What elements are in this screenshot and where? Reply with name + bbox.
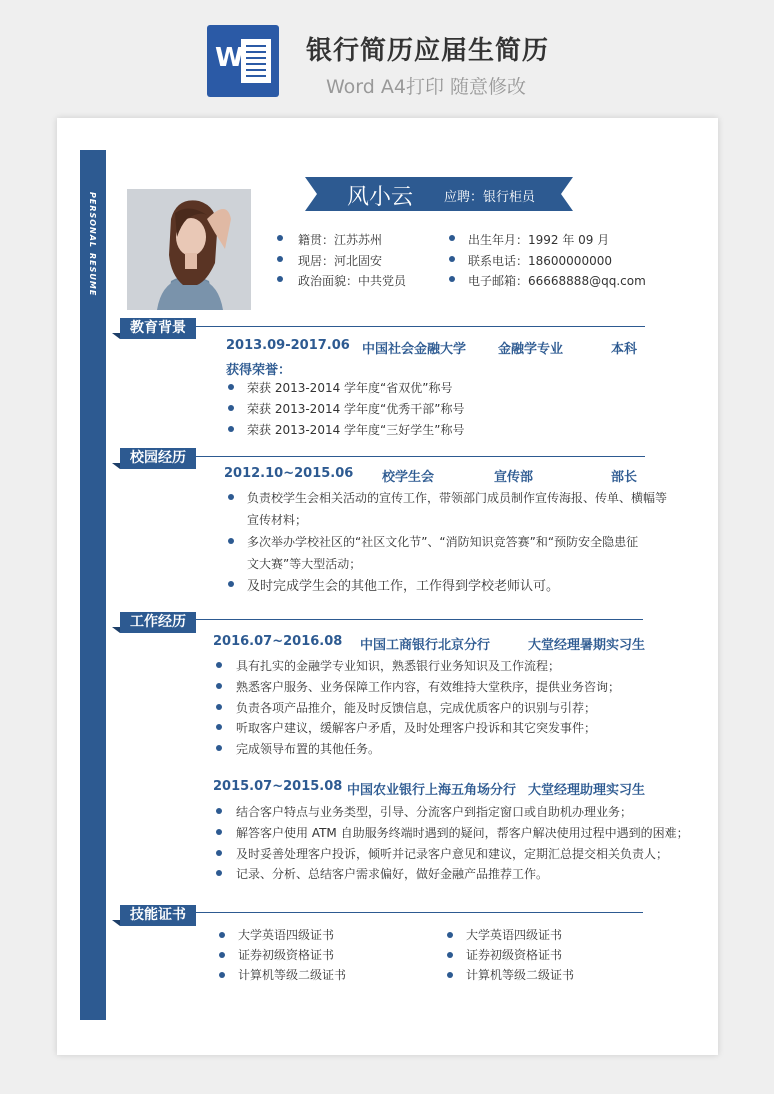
section-education-title: 教育背景 [120, 318, 196, 339]
bullet-icon [449, 276, 455, 282]
skill-item: 证券初级资格证书 [238, 948, 335, 962]
skill-item: 证券初级资格证书 [466, 948, 563, 962]
skill-item: 大学英语四级证书 [466, 928, 563, 942]
job-item: 结合客户特点与业务类型，引导、分流客户到指定窗口或自助机办理业务； [236, 805, 633, 819]
bullet-icon [228, 405, 234, 411]
info-email: 电子邮箱：66668888@qq.com [468, 274, 646, 288]
edu-major: 金融学专业 [498, 342, 564, 357]
job-date: 2016.07~2016.08 [213, 634, 343, 649]
bullet-icon [216, 808, 222, 814]
edu-honor: 荣获 2013-2014 学年度“省双优”称号 [247, 381, 453, 395]
bullet-icon [228, 538, 234, 544]
skill-item: 计算机等级二级证书 [238, 968, 347, 982]
bullet-icon [216, 850, 222, 856]
section-work-title: 工作经历 [120, 612, 196, 633]
side-label-resume: RESUME [88, 253, 97, 297]
divider [196, 456, 645, 457]
bullet-icon [277, 256, 283, 262]
job-item: 完成领导布置的其他任务。 [236, 742, 381, 756]
job-date: 2015.07~2015.08 [213, 779, 343, 794]
bullet-icon [216, 829, 222, 835]
campus-date: 2012.10~2015.06 [224, 466, 354, 481]
skill-item: 大学英语四级证书 [238, 928, 335, 942]
info-native-place: 籍贯：江苏苏州 [298, 233, 383, 247]
divider [196, 619, 643, 620]
campus-org: 校学生会 [382, 470, 435, 485]
divider [196, 326, 645, 327]
side-label-personal: PERSONAL [88, 192, 97, 249]
campus-item: 及时完成学生会的其他工作，工作得到学校老师认可。 [247, 579, 560, 594]
info-residence: 现居：河北固安 [298, 254, 383, 268]
campus-dept: 宣传部 [494, 470, 534, 485]
bullet-icon [219, 932, 225, 938]
bullet-icon [228, 384, 234, 390]
job-position: 大堂经理助理实习生 [528, 783, 646, 798]
bullet-icon [277, 235, 283, 241]
bullet-icon [277, 276, 283, 282]
candidate-name: 风小云 [347, 185, 414, 210]
job-item: 记录、分析、总结客户需求偏好，做好金融产品推荐工作。 [236, 867, 549, 881]
bullet-icon [228, 581, 234, 587]
campus-item-cont: 宣传材料； [247, 513, 308, 527]
section-skills-title: 技能证书 [120, 905, 196, 926]
divider [196, 912, 643, 913]
page-subtitle: Word A4打印 随意修改 [326, 76, 527, 98]
word-icon-letter: W [215, 43, 244, 73]
job-item: 及时妥善处理客户投诉，倾听并记录客户意见和建议，定期汇总提交相关负责人； [236, 847, 669, 861]
bullet-icon [216, 745, 222, 751]
job-item: 负责各项产品推介，能及时反馈信息，完成优质客户的识别与引荐； [236, 701, 597, 715]
edu-honor: 荣获 2013-2014 学年度“优秀干部”称号 [247, 402, 465, 416]
bullet-icon [447, 972, 453, 978]
section-campus-title: 校园经历 [120, 448, 196, 469]
apply-position: 应聘：银行柜员 [444, 190, 536, 205]
profile-photo [127, 189, 251, 310]
campus-item: 多次举办学校社区的“社区文化节”、“消防知识竞答赛”和“预防安全隐患征 [247, 535, 639, 549]
job-item: 熟悉客户服务、业务保障工作内容，有效维持大堂秩序，提供业务咨询； [236, 680, 621, 694]
info-political: 政治面貌：中共党员 [298, 274, 407, 288]
bullet-icon [449, 235, 455, 241]
bullet-icon [216, 870, 222, 876]
campus-role: 部长 [611, 470, 638, 485]
edu-degree: 本科 [611, 342, 638, 357]
bullet-icon [216, 724, 222, 730]
info-phone: 联系电话：18600000000 [468, 254, 612, 268]
bullet-icon [447, 932, 453, 938]
job-company: 中国工商银行北京分行 [360, 638, 491, 653]
job-item: 具有扎实的金融学专业知识，熟悉银行业务知识及工作流程； [236, 659, 561, 673]
edu-date: 2013.09-2017.06 [226, 338, 350, 353]
bullet-icon [447, 952, 453, 958]
word-icon [207, 25, 279, 97]
bullet-icon [219, 972, 225, 978]
job-item: 听取客户建议，缓解客户矛盾，及时处理客户投诉和其它突发事件； [236, 721, 597, 735]
bullet-icon [216, 683, 222, 689]
edu-honor: 荣获 2013-2014 学年度“三好学生”称号 [247, 423, 465, 437]
bullet-icon [216, 704, 222, 710]
job-item: 解答客户使用 ATM 自助服务终端时遇到的疑问，帮客户解决使用过程中遇到的困难； [236, 826, 689, 840]
page-title: 银行简历应届生简历 [306, 36, 550, 66]
edu-honors-title: 获得荣誉： [226, 363, 292, 378]
bullet-icon [219, 952, 225, 958]
job-position: 大堂经理暑期实习生 [528, 638, 646, 653]
campus-item: 负责校学生会相关活动的宣传工作，带领部门成员制作宣传海报、传单、横幅等 [247, 491, 668, 505]
bullet-icon [228, 494, 234, 500]
campus-item-cont: 文大赛”等大型活动； [247, 557, 362, 571]
bullet-icon [449, 256, 455, 262]
bullet-icon [216, 662, 222, 668]
bullet-icon [228, 426, 234, 432]
skill-item: 计算机等级二级证书 [466, 968, 575, 982]
edu-school: 中国社会金融大学 [362, 342, 467, 357]
info-birth: 出生年月：1992 年 09 月 [468, 233, 610, 247]
job-company: 中国农业银行上海五角场分行 [347, 783, 517, 798]
